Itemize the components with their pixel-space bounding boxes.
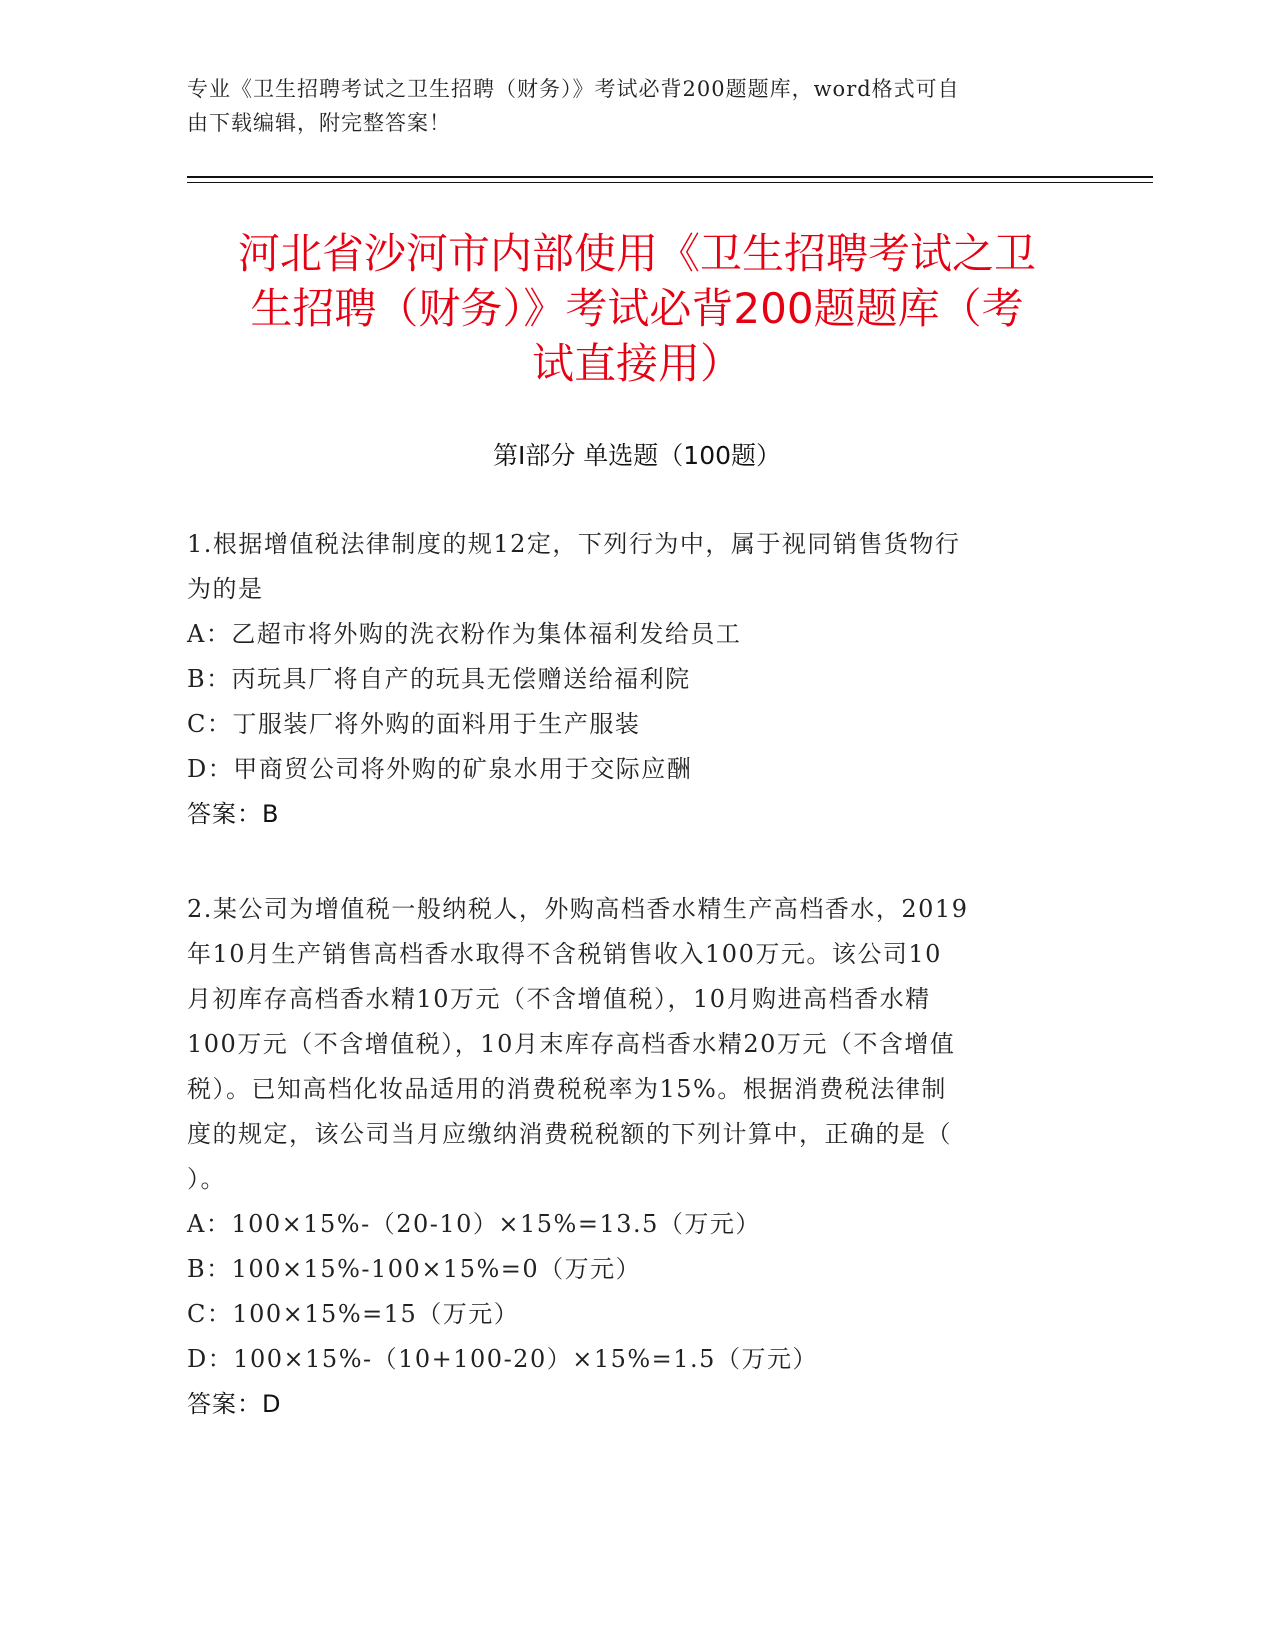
- option-b: B：100×15%-100×15%=0（万元）: [187, 1255, 642, 1283]
- question-stem-line: 年10月生产销售高档香水取得不含税销售收入100万元。该公司10: [187, 940, 942, 968]
- option-d: D：甲商贸公司将外购的矿泉水用于交际应酬: [187, 755, 693, 783]
- header-note-line: 专业《卫生招聘考试之卫生招聘（财务）》考试必背200题题库，word格式可自: [187, 77, 960, 101]
- question-block: [187, 522, 1067, 837]
- title-line: 河北省沙河市内部使用《卫生招聘考试之卫: [237, 229, 1036, 278]
- question-stem-line: 1.根据增值税法律制度的规12定，下列行为中，属于视同销售货物行: [187, 530, 961, 558]
- answer-line: 答案：D: [187, 1390, 282, 1418]
- section-heading: 第I部分 单选题（100题）: [492, 441, 782, 470]
- header-note: [187, 72, 1067, 140]
- title-line: 生招聘（财务）》考试必背200题题库（考: [250, 284, 1024, 333]
- document-title: [187, 226, 1087, 391]
- question-stem-line: 2.某公司为增值税一般纳税人，外购高档香水精生产高档香水，2019: [187, 895, 969, 923]
- option-a: A：100×15%-（20-10）×15%=13.5（万元）: [187, 1210, 761, 1238]
- answer-line: 答案：B: [187, 800, 280, 828]
- question-stem-line: ）。: [187, 1165, 226, 1193]
- option-d: D：100×15%-（10+100-20）×15%=1.5（万元）: [187, 1345, 818, 1373]
- title-line: 试直接用）: [531, 339, 742, 388]
- header-divider-thin: [187, 182, 1153, 183]
- question-block: [187, 887, 1067, 1427]
- question-stem-line: 税）。已知高档化妆品适用的消费税税率为15%。根据消费税法律制: [187, 1075, 947, 1103]
- header-divider-thick: [187, 176, 1153, 178]
- option-c: C：丁服装厂将外购的面料用于生产服装: [187, 710, 641, 738]
- question-stem-line: 度的规定，该公司当月应缴纳消费税税额的下列计算中，正确的是（: [187, 1120, 952, 1148]
- question-stem-line: 100万元（不含增值税），10月末库存高档香水精20万元（不含增值: [187, 1030, 956, 1058]
- header-note-line: 由下载编辑，附完整答案！: [187, 111, 451, 135]
- question-stem-line: 为的是: [187, 575, 264, 603]
- option-b: B：丙玩具厂将自产的玩具无偿赠送给福利院: [187, 665, 691, 693]
- option-a: A：乙超市将外购的洗衣粉作为集体福利发给员工: [187, 620, 742, 648]
- question-stem-line: 月初库存高档香水精10万元（不含增值税），10月购进高档香水精: [187, 985, 931, 1013]
- option-c: C：100×15%=15（万元）: [187, 1300, 520, 1328]
